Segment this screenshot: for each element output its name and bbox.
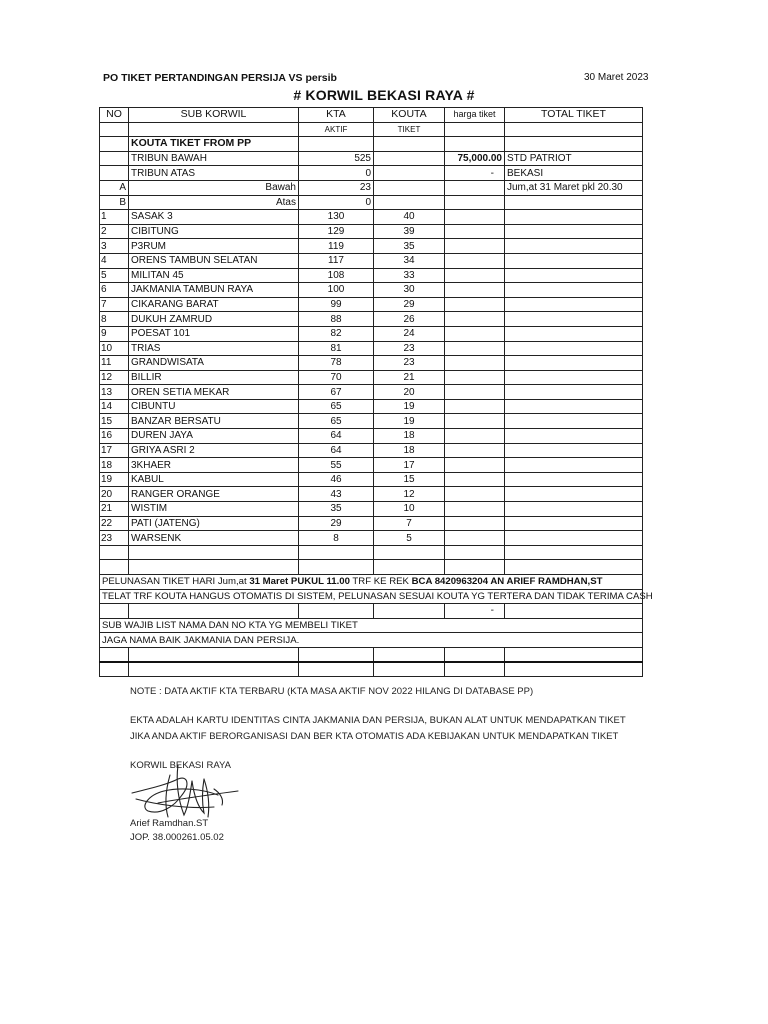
row-kta-aktif: 70 bbox=[299, 370, 374, 385]
col-header-harga: harga tiket bbox=[445, 108, 505, 123]
row-harga bbox=[445, 239, 505, 254]
row-harga bbox=[445, 224, 505, 239]
quota-heading: KOUTA TIKET FROM PP bbox=[129, 137, 299, 152]
row-kouta-tiket: 23 bbox=[374, 356, 445, 371]
row-sub-korwil: CIKARANG BARAT bbox=[129, 297, 299, 312]
jika-text: JIKA ANDA AKTIF BERORGANISASI DAN BER KTA OTOMATIS ADA KEBIJAKAN UNTUK MENDAPATKAN TIKET bbox=[130, 731, 619, 742]
row-harga bbox=[445, 370, 505, 385]
tribun-atas-row bbox=[100, 166, 643, 181]
row-kouta-tiket: 34 bbox=[374, 253, 445, 268]
row-no: 8 bbox=[100, 312, 129, 327]
jaga-text: JAGA NAMA BAIK JAKMANIA DAN PERSIJA. bbox=[100, 633, 643, 648]
row-no: 12 bbox=[100, 370, 129, 385]
row-no: 11 bbox=[100, 356, 129, 371]
signature-jop: JOP. 38.000261.05.02 bbox=[130, 832, 224, 843]
row-sub-korwil: DUREN JAYA bbox=[129, 429, 299, 444]
row-kta-aktif: 55 bbox=[299, 458, 374, 473]
row-harga bbox=[445, 472, 505, 487]
row-harga bbox=[445, 253, 505, 268]
row-kouta-tiket: 29 bbox=[374, 297, 445, 312]
row-harga bbox=[445, 414, 505, 429]
row-sub-korwil: TRIAS bbox=[129, 341, 299, 356]
row-sub-korwil: WISTIM bbox=[129, 502, 299, 517]
telat-text: TELAT TRF KOUTA HANGUS OTOMATIS DI SISTEM, PELUNASAN SESUAI KOUTA YG TERTERA DAN TIDAK TERIMA CASH bbox=[100, 589, 643, 604]
row-kta-aktif: 65 bbox=[299, 414, 374, 429]
row-kouta-tiket: 23 bbox=[374, 341, 445, 356]
telat-row bbox=[100, 589, 643, 604]
row-kouta-tiket: 35 bbox=[374, 239, 445, 254]
row-no: 2 bbox=[100, 224, 129, 239]
row-total bbox=[505, 297, 643, 312]
row-kta-aktif: 81 bbox=[299, 341, 374, 356]
col-header-kta: KTA bbox=[299, 108, 374, 123]
row-harga bbox=[445, 399, 505, 414]
row-total bbox=[505, 356, 643, 371]
row-sub-korwil: CIBUNTU bbox=[129, 399, 299, 414]
row-total bbox=[505, 283, 643, 298]
table-row bbox=[100, 385, 643, 400]
row-total bbox=[505, 312, 643, 327]
row-kta-aktif: 65 bbox=[299, 399, 374, 414]
dash-cell: - bbox=[445, 604, 505, 619]
row-kouta-tiket: 18 bbox=[374, 443, 445, 458]
table-row bbox=[100, 414, 643, 429]
row-sub-korwil: MILITAN 45 bbox=[129, 268, 299, 283]
row-kta-aktif: 82 bbox=[299, 326, 374, 341]
signature-name: Arief Ramdhan.ST bbox=[130, 818, 209, 829]
row-total bbox=[505, 516, 643, 531]
row-kouta-tiket: 40 bbox=[374, 210, 445, 225]
row-total bbox=[505, 443, 643, 458]
row-no: 3 bbox=[100, 239, 129, 254]
row-harga bbox=[445, 443, 505, 458]
row-no: 4 bbox=[100, 253, 129, 268]
row-sub-korwil: CIBITUNG bbox=[129, 224, 299, 239]
row-kta-aktif: 129 bbox=[299, 224, 374, 239]
jaga-row bbox=[100, 633, 643, 648]
row-kouta-tiket: 10 bbox=[374, 502, 445, 517]
row-harga bbox=[445, 356, 505, 371]
row-total bbox=[505, 268, 643, 283]
table-header-row bbox=[100, 108, 643, 123]
row-no: 18 bbox=[100, 458, 129, 473]
row-kta-aktif: 43 bbox=[299, 487, 374, 502]
row-kouta-tiket: 20 bbox=[374, 385, 445, 400]
row-no: 20 bbox=[100, 487, 129, 502]
pelunasan-text: PELUNASAN TIKET HARI Jum,at 31 Maret PUKUL 11.00 TRF KE REK BCA 8420963204 AN ARIEF RAMDHAN,ST bbox=[100, 575, 643, 590]
row-kouta-tiket: 30 bbox=[374, 283, 445, 298]
table-row bbox=[100, 370, 643, 385]
row-kouta-tiket: 39 bbox=[374, 224, 445, 239]
table-row bbox=[100, 356, 643, 371]
row-harga bbox=[445, 458, 505, 473]
row-no: 14 bbox=[100, 399, 129, 414]
row-total bbox=[505, 487, 643, 502]
row-harga bbox=[445, 326, 505, 341]
dash-row bbox=[100, 604, 643, 619]
row-kta-aktif: 64 bbox=[299, 443, 374, 458]
row-sub-korwil: BILLIR bbox=[129, 370, 299, 385]
tribun-atas-kta: 0 bbox=[299, 166, 374, 181]
table-row bbox=[100, 341, 643, 356]
row-sub-korwil: SASAK 3 bbox=[129, 210, 299, 225]
col-header-total: TOTAL TIKET bbox=[505, 108, 643, 123]
row-kouta-tiket: 21 bbox=[374, 370, 445, 385]
row-b bbox=[100, 195, 643, 210]
row-kouta-tiket: 24 bbox=[374, 326, 445, 341]
sub-wajib-text: SUB WAJIB LIST NAMA DAN NO KTA YG MEMBELI TIKET bbox=[100, 618, 643, 633]
tribun-atas-label: TRIBUN ATAS bbox=[129, 166, 299, 181]
row-kta-aktif: 46 bbox=[299, 472, 374, 487]
row-no: 6 bbox=[100, 283, 129, 298]
document-header-left: PO TIKET PERTANDINGAN PERSIJA VS persib bbox=[103, 72, 337, 84]
row-total bbox=[505, 370, 643, 385]
row-sub-korwil: 3KHAER bbox=[129, 458, 299, 473]
row-total bbox=[505, 472, 643, 487]
row-a-no: A bbox=[100, 180, 129, 195]
table-row bbox=[100, 429, 643, 444]
row-harga bbox=[445, 487, 505, 502]
row-harga bbox=[445, 210, 505, 225]
row-no: 7 bbox=[100, 297, 129, 312]
row-total bbox=[505, 224, 643, 239]
row-sub-korwil: WARSENK bbox=[129, 531, 299, 546]
tribun-bawah-label: TRIBUN BAWAH bbox=[129, 151, 299, 166]
row-sub-korwil: POESAT 101 bbox=[129, 326, 299, 341]
row-sub-korwil: KABUL bbox=[129, 472, 299, 487]
table-row bbox=[100, 326, 643, 341]
row-total bbox=[505, 210, 643, 225]
row-no: 19 bbox=[100, 472, 129, 487]
tribun-bawah-total: STD PATRIOT bbox=[505, 151, 643, 166]
quota-heading-row bbox=[100, 137, 643, 152]
row-total bbox=[505, 502, 643, 517]
row-no: 10 bbox=[100, 341, 129, 356]
row-kouta-tiket: 7 bbox=[374, 516, 445, 531]
row-b-label: Atas bbox=[129, 195, 299, 210]
col-subheader-aktif: AKTIF bbox=[299, 122, 374, 137]
row-no: 23 bbox=[100, 531, 129, 546]
row-kouta-tiket: 19 bbox=[374, 399, 445, 414]
row-kouta-tiket: 15 bbox=[374, 472, 445, 487]
row-kta-aktif: 67 bbox=[299, 385, 374, 400]
row-harga bbox=[445, 531, 505, 546]
signature-org: KORWIL BEKASI RAYA bbox=[130, 760, 232, 771]
ticket-table bbox=[99, 107, 653, 677]
row-a-label: Bawah bbox=[129, 180, 299, 195]
row-kta-aktif: 78 bbox=[299, 356, 374, 371]
row-kta-aktif: 88 bbox=[299, 312, 374, 327]
note-text: NOTE : DATA AKTIF KTA TERBARU (KTA MASA AKTIF NOV 2022 HILANG DI DATABASE PP) bbox=[130, 686, 534, 697]
document-date: 30 Maret 2023 bbox=[584, 72, 649, 83]
row-kta-aktif: 35 bbox=[299, 502, 374, 517]
row-kta-aktif: 119 bbox=[299, 239, 374, 254]
row-total bbox=[505, 414, 643, 429]
col-header-kouta: KOUTA bbox=[374, 108, 445, 123]
row-kouta-tiket: 17 bbox=[374, 458, 445, 473]
row-total bbox=[505, 385, 643, 400]
row-kouta-tiket: 12 bbox=[374, 487, 445, 502]
row-b-no: B bbox=[100, 195, 129, 210]
table-row bbox=[100, 268, 643, 283]
row-kta-aktif: 108 bbox=[299, 268, 374, 283]
row-total bbox=[505, 399, 643, 414]
row-total bbox=[505, 253, 643, 268]
row-sub-korwil: DUKUH ZAMRUD bbox=[129, 312, 299, 327]
row-no: 16 bbox=[100, 429, 129, 444]
col-subheader-tiket: TIKET bbox=[374, 122, 445, 137]
row-a bbox=[100, 180, 643, 195]
table-subheader-row bbox=[100, 122, 643, 137]
row-harga bbox=[445, 341, 505, 356]
row-no: 17 bbox=[100, 443, 129, 458]
table-row bbox=[100, 297, 643, 312]
row-total bbox=[505, 326, 643, 341]
table-row bbox=[100, 531, 643, 546]
row-no: 21 bbox=[100, 502, 129, 517]
row-a-kta: 23 bbox=[299, 180, 374, 195]
tribun-bawah-harga: 75,000.00 bbox=[445, 151, 505, 166]
col-header-sub-korwil: SUB KORWIL bbox=[129, 108, 299, 123]
row-kta-aktif: 8 bbox=[299, 531, 374, 546]
tribun-atas-harga: - bbox=[445, 166, 505, 181]
table-row bbox=[100, 472, 643, 487]
row-harga bbox=[445, 268, 505, 283]
pelunasan-row bbox=[100, 575, 643, 590]
table-row bbox=[100, 516, 643, 531]
row-harga bbox=[445, 516, 505, 531]
row-no: 9 bbox=[100, 326, 129, 341]
table-row bbox=[100, 458, 643, 473]
row-harga bbox=[445, 429, 505, 444]
table-row bbox=[100, 399, 643, 414]
row-no: 5 bbox=[100, 268, 129, 283]
table-row bbox=[100, 239, 643, 254]
row-kouta-tiket: 5 bbox=[374, 531, 445, 546]
row-no: 13 bbox=[100, 385, 129, 400]
row-kta-aktif: 99 bbox=[299, 297, 374, 312]
row-total bbox=[505, 239, 643, 254]
table-row bbox=[100, 283, 643, 298]
row-sub-korwil: PATI (JATENG) bbox=[129, 516, 299, 531]
row-kta-aktif: 64 bbox=[299, 429, 374, 444]
row-harga bbox=[445, 502, 505, 517]
row-harga bbox=[445, 283, 505, 298]
row-kouta-tiket: 26 bbox=[374, 312, 445, 327]
sub-korwil-rows bbox=[100, 210, 643, 546]
table-row bbox=[100, 210, 643, 225]
row-total bbox=[505, 341, 643, 356]
row-b-kta: 0 bbox=[299, 195, 374, 210]
row-sub-korwil: GRANDWISATA bbox=[129, 356, 299, 371]
tribun-bawah-kta: 525 bbox=[299, 151, 374, 166]
row-kta-aktif: 29 bbox=[299, 516, 374, 531]
col-header-no: NO bbox=[100, 108, 129, 123]
tribun-atas-total: BEKASI bbox=[505, 166, 643, 181]
sub-wajib-row bbox=[100, 618, 643, 633]
row-harga bbox=[445, 385, 505, 400]
row-total bbox=[505, 458, 643, 473]
table-row bbox=[100, 312, 643, 327]
row-kta-aktif: 130 bbox=[299, 210, 374, 225]
row-no: 1 bbox=[100, 210, 129, 225]
table-row bbox=[100, 487, 643, 502]
row-kta-aktif: 117 bbox=[299, 253, 374, 268]
row-sub-korwil: ORENS TAMBUN SELATAN bbox=[129, 253, 299, 268]
row-sub-korwil: P3RUM bbox=[129, 239, 299, 254]
row-sub-korwil: BANZAR BERSATU bbox=[129, 414, 299, 429]
row-no: 22 bbox=[100, 516, 129, 531]
row-kouta-tiket: 18 bbox=[374, 429, 445, 444]
row-sub-korwil: OREN SETIA MEKAR bbox=[129, 385, 299, 400]
row-harga bbox=[445, 312, 505, 327]
table-row bbox=[100, 224, 643, 239]
table-row bbox=[100, 253, 643, 268]
row-sub-korwil: RANGER ORANGE bbox=[129, 487, 299, 502]
row-total bbox=[505, 531, 643, 546]
row-harga bbox=[445, 297, 505, 312]
table-row bbox=[100, 502, 643, 517]
row-total bbox=[505, 429, 643, 444]
tribun-bawah-row bbox=[100, 151, 643, 166]
row-no: 15 bbox=[100, 414, 129, 429]
document-title: # KORWIL BEKASI RAYA # bbox=[293, 87, 475, 103]
ekta-text: EKTA ADALAH KARTU IDENTITAS CINTA JAKMANIA DAN PERSIJA, BUKAN ALAT UNTUK MENDAPATKAN TIKET bbox=[130, 715, 626, 726]
row-kta-aktif: 100 bbox=[299, 283, 374, 298]
row-kouta-tiket: 19 bbox=[374, 414, 445, 429]
table-row bbox=[100, 443, 643, 458]
row-sub-korwil: JAKMANIA TAMBUN RAYA bbox=[129, 283, 299, 298]
row-a-total: Jum,at 31 Maret pkl 20.30 bbox=[505, 180, 643, 195]
row-kouta-tiket: 33 bbox=[374, 268, 445, 283]
row-sub-korwil: GRIYA ASRI 2 bbox=[129, 443, 299, 458]
